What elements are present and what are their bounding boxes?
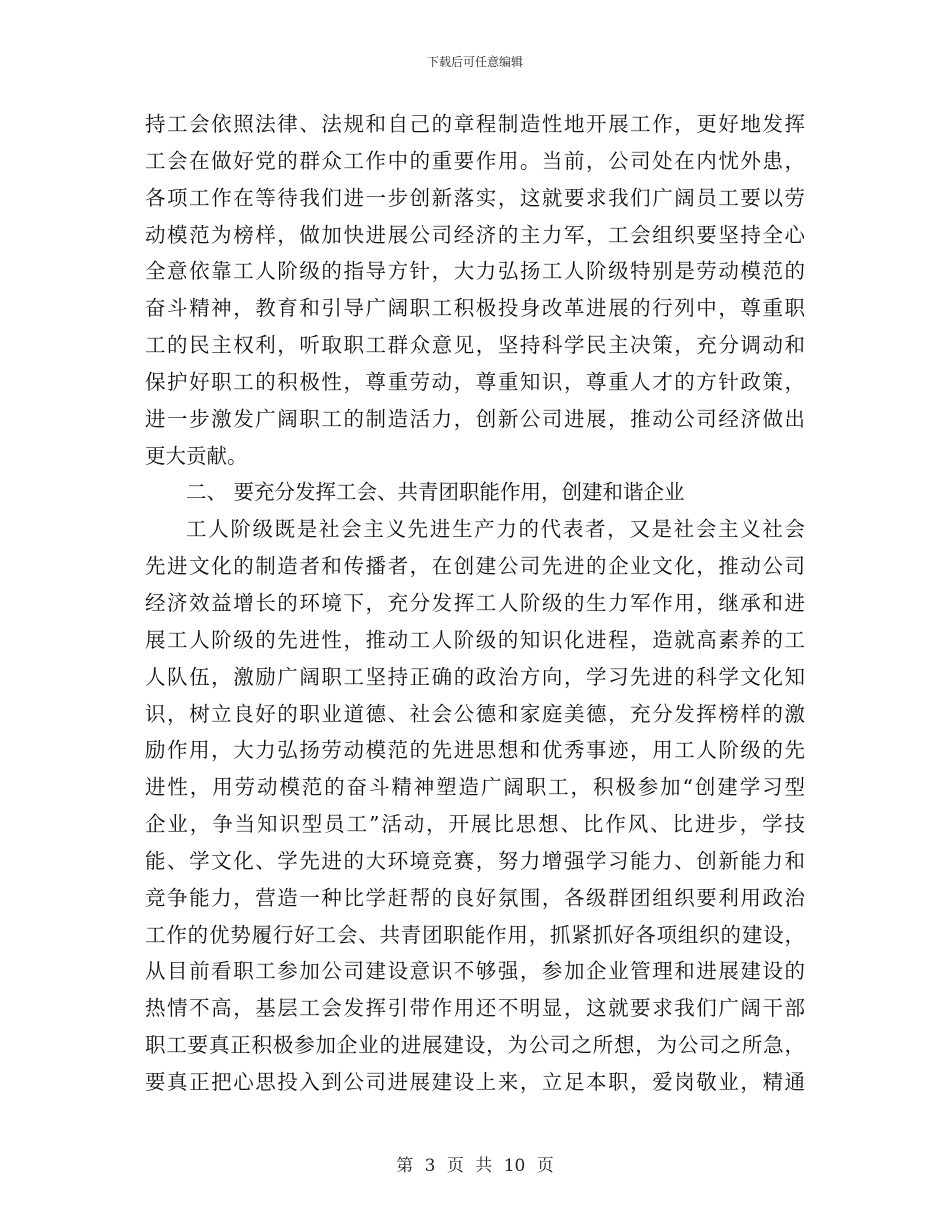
body-line: 工会在做好党的群众工作中的重要作用。当前，公司处在内忧外患， <box>145 148 805 173</box>
body-line: 全意依靠工人阶级的指导方针，大力弘扬工人阶级特别是劳动模范的 <box>145 259 805 284</box>
page-header-note: 下载后可任意编辑 <box>426 55 523 69</box>
body-line: 奋斗精神，教育和引导广阔职工积极投身改革进展的行列中，尊重职 <box>145 296 805 321</box>
body-line: 经济效益增长的环境下，充分发挥工人阶级的生力军作用，继承和进 <box>145 590 805 615</box>
body-line: 竞争能力，营造一种比学赶帮的良好氛围，各级群团组织要利用政治 <box>145 885 805 910</box>
body-line: 工作的优势履行好工会、共青团职能作用，抓紧抓好各项组织的建设， <box>145 922 805 947</box>
body-line: 进性，用劳动模范的奋斗精神塑造广阔职工，积极参加“创建学习型 <box>145 775 805 800</box>
body-line: 动模范为榜样，做加快进展公司经济的主力军，工会组织要坚持全心 <box>145 222 805 247</box>
body-line: 识，树立良好的职业道德、社会公德和家庭美德，充分发挥榜样的激 <box>145 701 805 726</box>
body-line: 更大贡献。 <box>145 443 248 468</box>
body-line: 先进文化的制造者和传播者，在创建公司先进的企业文化，推动公司 <box>145 554 805 579</box>
body-line: 工人阶级既是社会主义先进生产力的代表者，又是社会主义社会 <box>186 517 805 542</box>
body-line: 要真正把心思投入到公司进展建设上来，立足本职，爱岗敬业，精通 <box>145 1069 805 1094</box>
body-line: 进一步激发广阔职工的制造活力，创新公司进展，推动公司经济做出 <box>145 406 805 431</box>
body-line: 能、学文化、学先进的大环境竞赛，努力增强学习能力、创新能力和 <box>145 848 805 873</box>
body-line: 展工人阶级的先进性，推动工人阶级的知识化进程，造就高素养的工 <box>145 627 805 652</box>
page-number: 第 3 页 共 10 页 <box>396 1156 554 1176</box>
body-line: 保护好职工的积极性，尊重劳动，尊重知识，尊重人才的方针政策， <box>145 369 805 394</box>
body-line: 企业，争当知识型员工”活动，开展比思想、比作风、比进步，学技 <box>145 812 805 837</box>
body-line: 职工要真正积极参加企业的进展建设，为公司之所想，为公司之所急， <box>145 1033 805 1058</box>
body-line: 人队伍，激励广阔职工坚持正确的政治方向，学习先进的科学文化知 <box>145 664 805 689</box>
body-line: 工的民主权利，听取职工群众意见，坚持科学民主决策，充分调动和 <box>145 333 805 358</box>
body-line: 励作用，大力弘扬劳动模范的先进思想和优秀事迹，用工人阶级的先 <box>145 738 805 763</box>
body-line: 持工会依照法律、法规和自己的章程制造性地开展工作，更好地发挥 <box>145 112 805 136</box>
body-line: 各项工作在等待我们进一步创新落实，这就要求我们广阔员工要以劳 <box>145 185 805 210</box>
body-line: 从目前看职工参加公司建设意识不够强，参加企业管理和进展建设的 <box>145 959 805 984</box>
body-line: 热情不高，基层工会发挥引带作用还不明显，这就要求我们广阔干部 <box>145 996 805 1021</box>
section-heading: 二、 要充分发挥工会、共青团职能作用，创建和谐企业 <box>186 480 685 505</box>
document-body <box>145 106 805 1101</box>
